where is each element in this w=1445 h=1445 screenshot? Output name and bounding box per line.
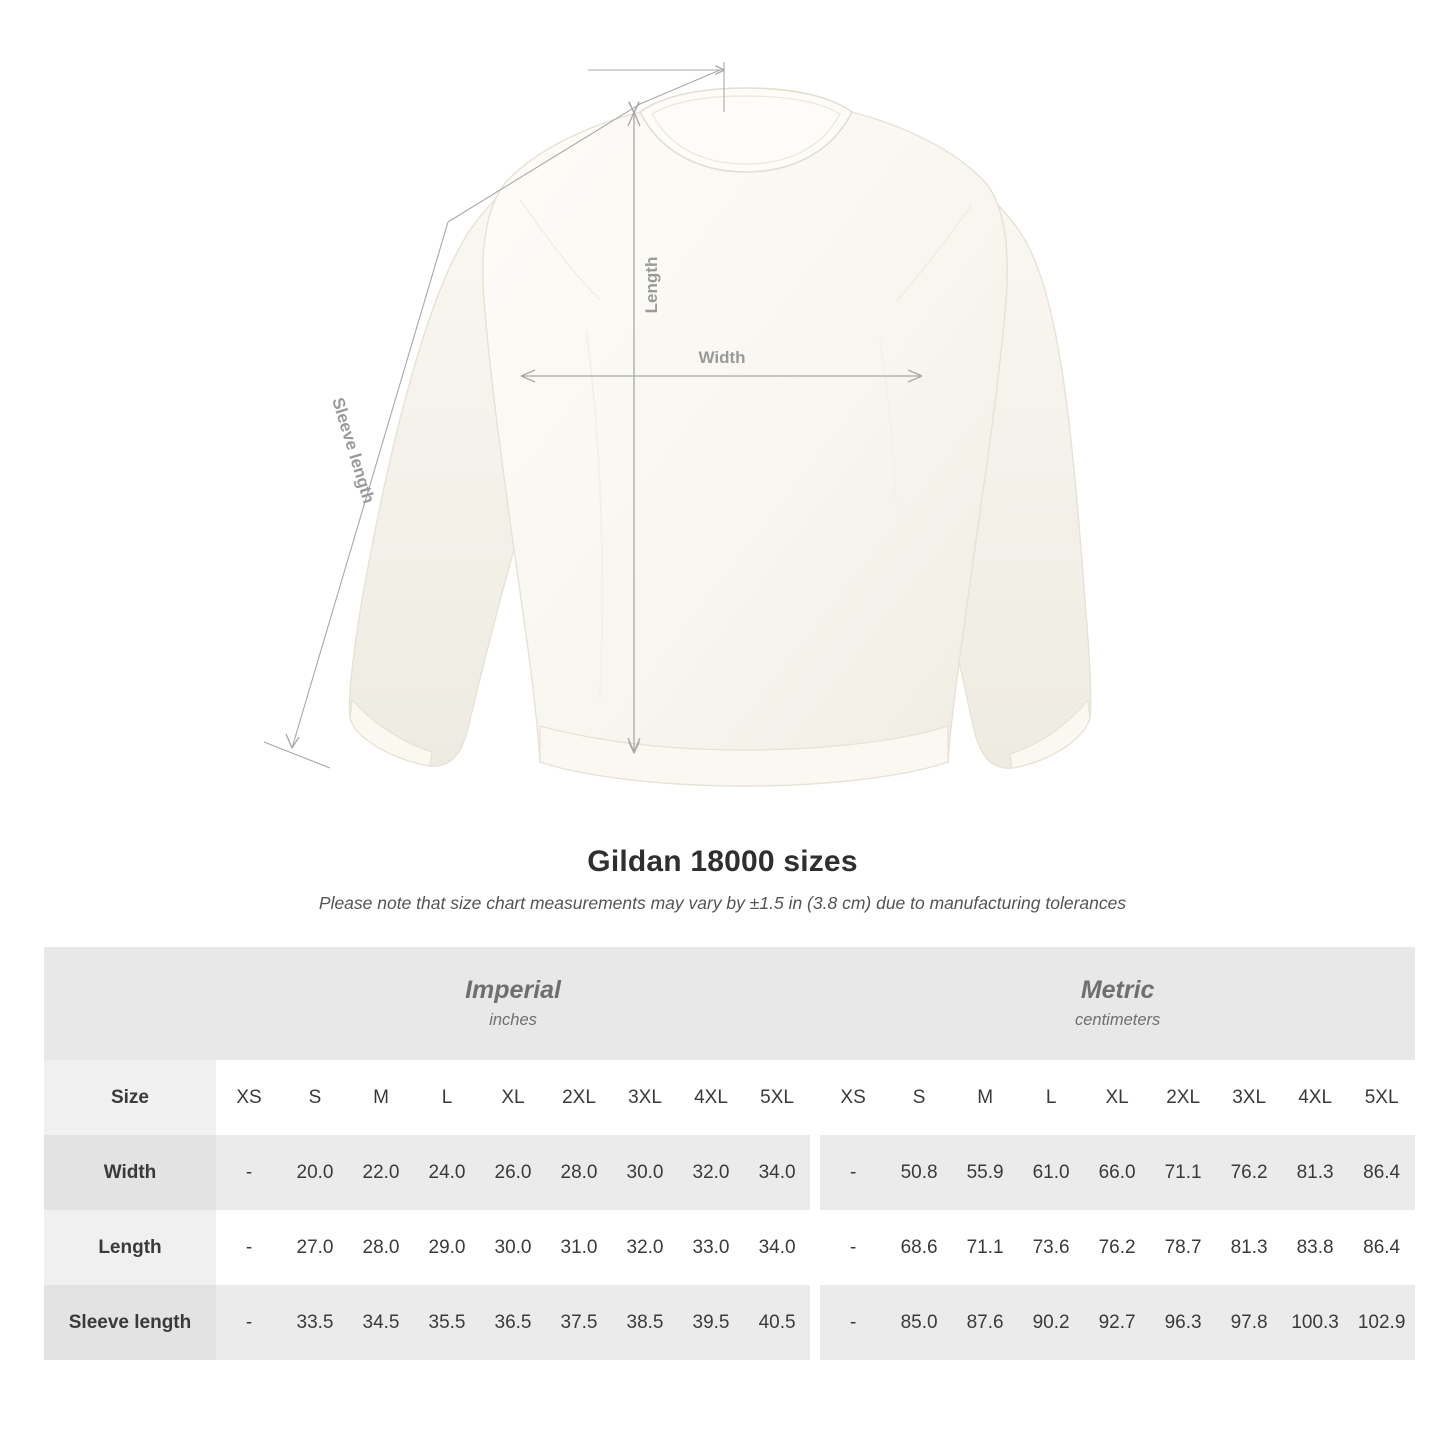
table-row bbox=[44, 1135, 1415, 1210]
header-imperial-4xl: 4XL bbox=[678, 1060, 744, 1135]
header-imperial-xs: XS bbox=[216, 1060, 282, 1135]
length-imperial-3xl: 32.0 bbox=[612, 1210, 678, 1285]
width-imperial-2xl: 28.0 bbox=[546, 1135, 612, 1210]
width-metric-5xl: 86.4 bbox=[1348, 1135, 1415, 1210]
label-width: Width bbox=[698, 348, 746, 367]
table-row bbox=[44, 1285, 1415, 1360]
sleeve-imperial-s: 33.5 bbox=[282, 1285, 348, 1360]
imperial-title: Imperial bbox=[465, 976, 561, 1005]
width-imperial-xl: 26.0 bbox=[480, 1135, 546, 1210]
sleeve-imperial-3xl: 38.5 bbox=[612, 1285, 678, 1360]
units-header-gap bbox=[810, 947, 820, 1060]
length-imperial-l: 29.0 bbox=[414, 1210, 480, 1285]
row-label-width: Width bbox=[44, 1135, 216, 1210]
header-imperial-m: M bbox=[348, 1060, 414, 1135]
header-imperial-s: S bbox=[282, 1060, 348, 1135]
width-imperial-3xl: 30.0 bbox=[612, 1135, 678, 1210]
sleeve-imperial-xs: - bbox=[216, 1285, 282, 1360]
length-metric-xs: - bbox=[820, 1210, 886, 1285]
sleeve-metric-l: 90.2 bbox=[1018, 1285, 1084, 1360]
row-label-length: Length bbox=[44, 1210, 216, 1285]
size-header-row bbox=[44, 1060, 1415, 1135]
row-label-sleeve-length: Sleeve length bbox=[44, 1285, 216, 1360]
sleeve-metric-3xl: 97.8 bbox=[1216, 1285, 1282, 1360]
label-length: Length bbox=[642, 256, 661, 314]
width-metric-2xl: 71.1 bbox=[1150, 1135, 1216, 1210]
width-metric-m: 55.9 bbox=[952, 1135, 1018, 1210]
page-title: Gildan 18000 sizes bbox=[587, 845, 858, 878]
sleeve-metric-m: 87.6 bbox=[952, 1285, 1018, 1360]
length-metric-3xl: 81.3 bbox=[1216, 1210, 1282, 1285]
sleeve-imperial-4xl: 39.5 bbox=[678, 1285, 744, 1360]
width-metric-xs: - bbox=[820, 1135, 886, 1210]
length-metric-l: 73.6 bbox=[1018, 1210, 1084, 1285]
header-metric-s: S bbox=[886, 1060, 952, 1135]
length-imperial-s: 27.0 bbox=[282, 1210, 348, 1285]
table-row bbox=[44, 1210, 1415, 1285]
sleeve-imperial-xl: 36.5 bbox=[480, 1285, 546, 1360]
sleeve-imperial-m: 34.5 bbox=[348, 1285, 414, 1360]
width-imperial-5xl: 34.0 bbox=[744, 1135, 810, 1210]
width-metric-xl: 66.0 bbox=[1084, 1135, 1150, 1210]
header-metric-l: L bbox=[1018, 1060, 1084, 1135]
length-imperial-5xl: 34.0 bbox=[744, 1210, 810, 1285]
metric-title: Metric bbox=[1080, 976, 1155, 1005]
sleeve-metric-xs: - bbox=[820, 1285, 886, 1360]
width-imperial-xs: - bbox=[216, 1135, 282, 1210]
length-imperial-xs: - bbox=[216, 1210, 282, 1285]
sleeve-metric-xl: 92.7 bbox=[1084, 1285, 1150, 1360]
sleeve-metric-2xl: 96.3 bbox=[1150, 1285, 1216, 1360]
header-metric-5xl: 5XL bbox=[1348, 1060, 1415, 1135]
header-metric-xl: XL bbox=[1084, 1060, 1150, 1135]
width-imperial-m: 22.0 bbox=[348, 1135, 414, 1210]
units-header-spacer bbox=[44, 947, 216, 1060]
metric-subtitle: centimeters bbox=[1075, 1010, 1161, 1029]
length-metric-xl: 76.2 bbox=[1084, 1210, 1150, 1285]
length-metric-m: 71.1 bbox=[952, 1210, 1018, 1285]
header-imperial-l: L bbox=[414, 1060, 480, 1135]
header-metric-2xl: 2XL bbox=[1150, 1060, 1216, 1135]
sleeve-metric-4xl: 100.3 bbox=[1282, 1285, 1348, 1360]
sleeve-metric-5xl: 102.9 bbox=[1348, 1285, 1415, 1360]
sleeve-imperial-5xl: 40.5 bbox=[744, 1285, 810, 1360]
units-header-row bbox=[44, 947, 1415, 1060]
length-metric-s: 68.6 bbox=[886, 1210, 952, 1285]
sweatshirt-graphic bbox=[350, 88, 1091, 786]
length-imperial-xl: 30.0 bbox=[480, 1210, 546, 1285]
imperial-subtitle: inches bbox=[489, 1010, 537, 1029]
length-imperial-m: 28.0 bbox=[348, 1210, 414, 1285]
width-metric-4xl: 81.3 bbox=[1282, 1135, 1348, 1210]
width-gap bbox=[810, 1135, 820, 1210]
width-imperial-l: 24.0 bbox=[414, 1135, 480, 1210]
header-metric-4xl: 4XL bbox=[1282, 1060, 1348, 1135]
size-chart-table bbox=[44, 947, 1415, 1360]
header-metric-3xl: 3XL bbox=[1216, 1060, 1282, 1135]
metric-header bbox=[820, 947, 1415, 1060]
sleeve-imperial-2xl: 37.5 bbox=[546, 1285, 612, 1360]
sleeve-imperial-l: 35.5 bbox=[414, 1285, 480, 1360]
width-metric-l: 61.0 bbox=[1018, 1135, 1084, 1210]
length-metric-4xl: 83.8 bbox=[1282, 1210, 1348, 1285]
header-metric-m: M bbox=[952, 1060, 1018, 1135]
length-imperial-2xl: 31.0 bbox=[546, 1210, 612, 1285]
length-metric-2xl: 78.7 bbox=[1150, 1210, 1216, 1285]
label-sleeve-length: Sleeve length bbox=[328, 395, 379, 506]
size-table-wrapper bbox=[44, 947, 1406, 1360]
header-size-label: Size bbox=[44, 1060, 216, 1135]
sleeve-metric-s: 85.0 bbox=[886, 1285, 952, 1360]
length-metric-5xl: 86.4 bbox=[1348, 1210, 1415, 1285]
width-imperial-s: 20.0 bbox=[282, 1135, 348, 1210]
header-metric-xs: XS bbox=[820, 1060, 886, 1135]
width-imperial-4xl: 32.0 bbox=[678, 1135, 744, 1210]
width-metric-s: 50.8 bbox=[886, 1135, 952, 1210]
length-imperial-4xl: 33.0 bbox=[678, 1210, 744, 1285]
header-imperial-2xl: 2XL bbox=[546, 1060, 612, 1135]
imperial-header bbox=[216, 947, 810, 1060]
sleeve-gap bbox=[810, 1285, 820, 1360]
header-imperial-5xl: 5XL bbox=[744, 1060, 810, 1135]
tolerance-note: Please note that size chart measurements may vary by ±1.5 in (3.8 cm) due to manufacturing tolerances bbox=[318, 893, 1127, 913]
header-imperial-3xl: 3XL bbox=[612, 1060, 678, 1135]
width-metric-3xl: 76.2 bbox=[1216, 1135, 1282, 1210]
header-imperial-xl: XL bbox=[480, 1060, 546, 1135]
length-gap bbox=[810, 1210, 820, 1285]
header-gap bbox=[810, 1060, 820, 1135]
